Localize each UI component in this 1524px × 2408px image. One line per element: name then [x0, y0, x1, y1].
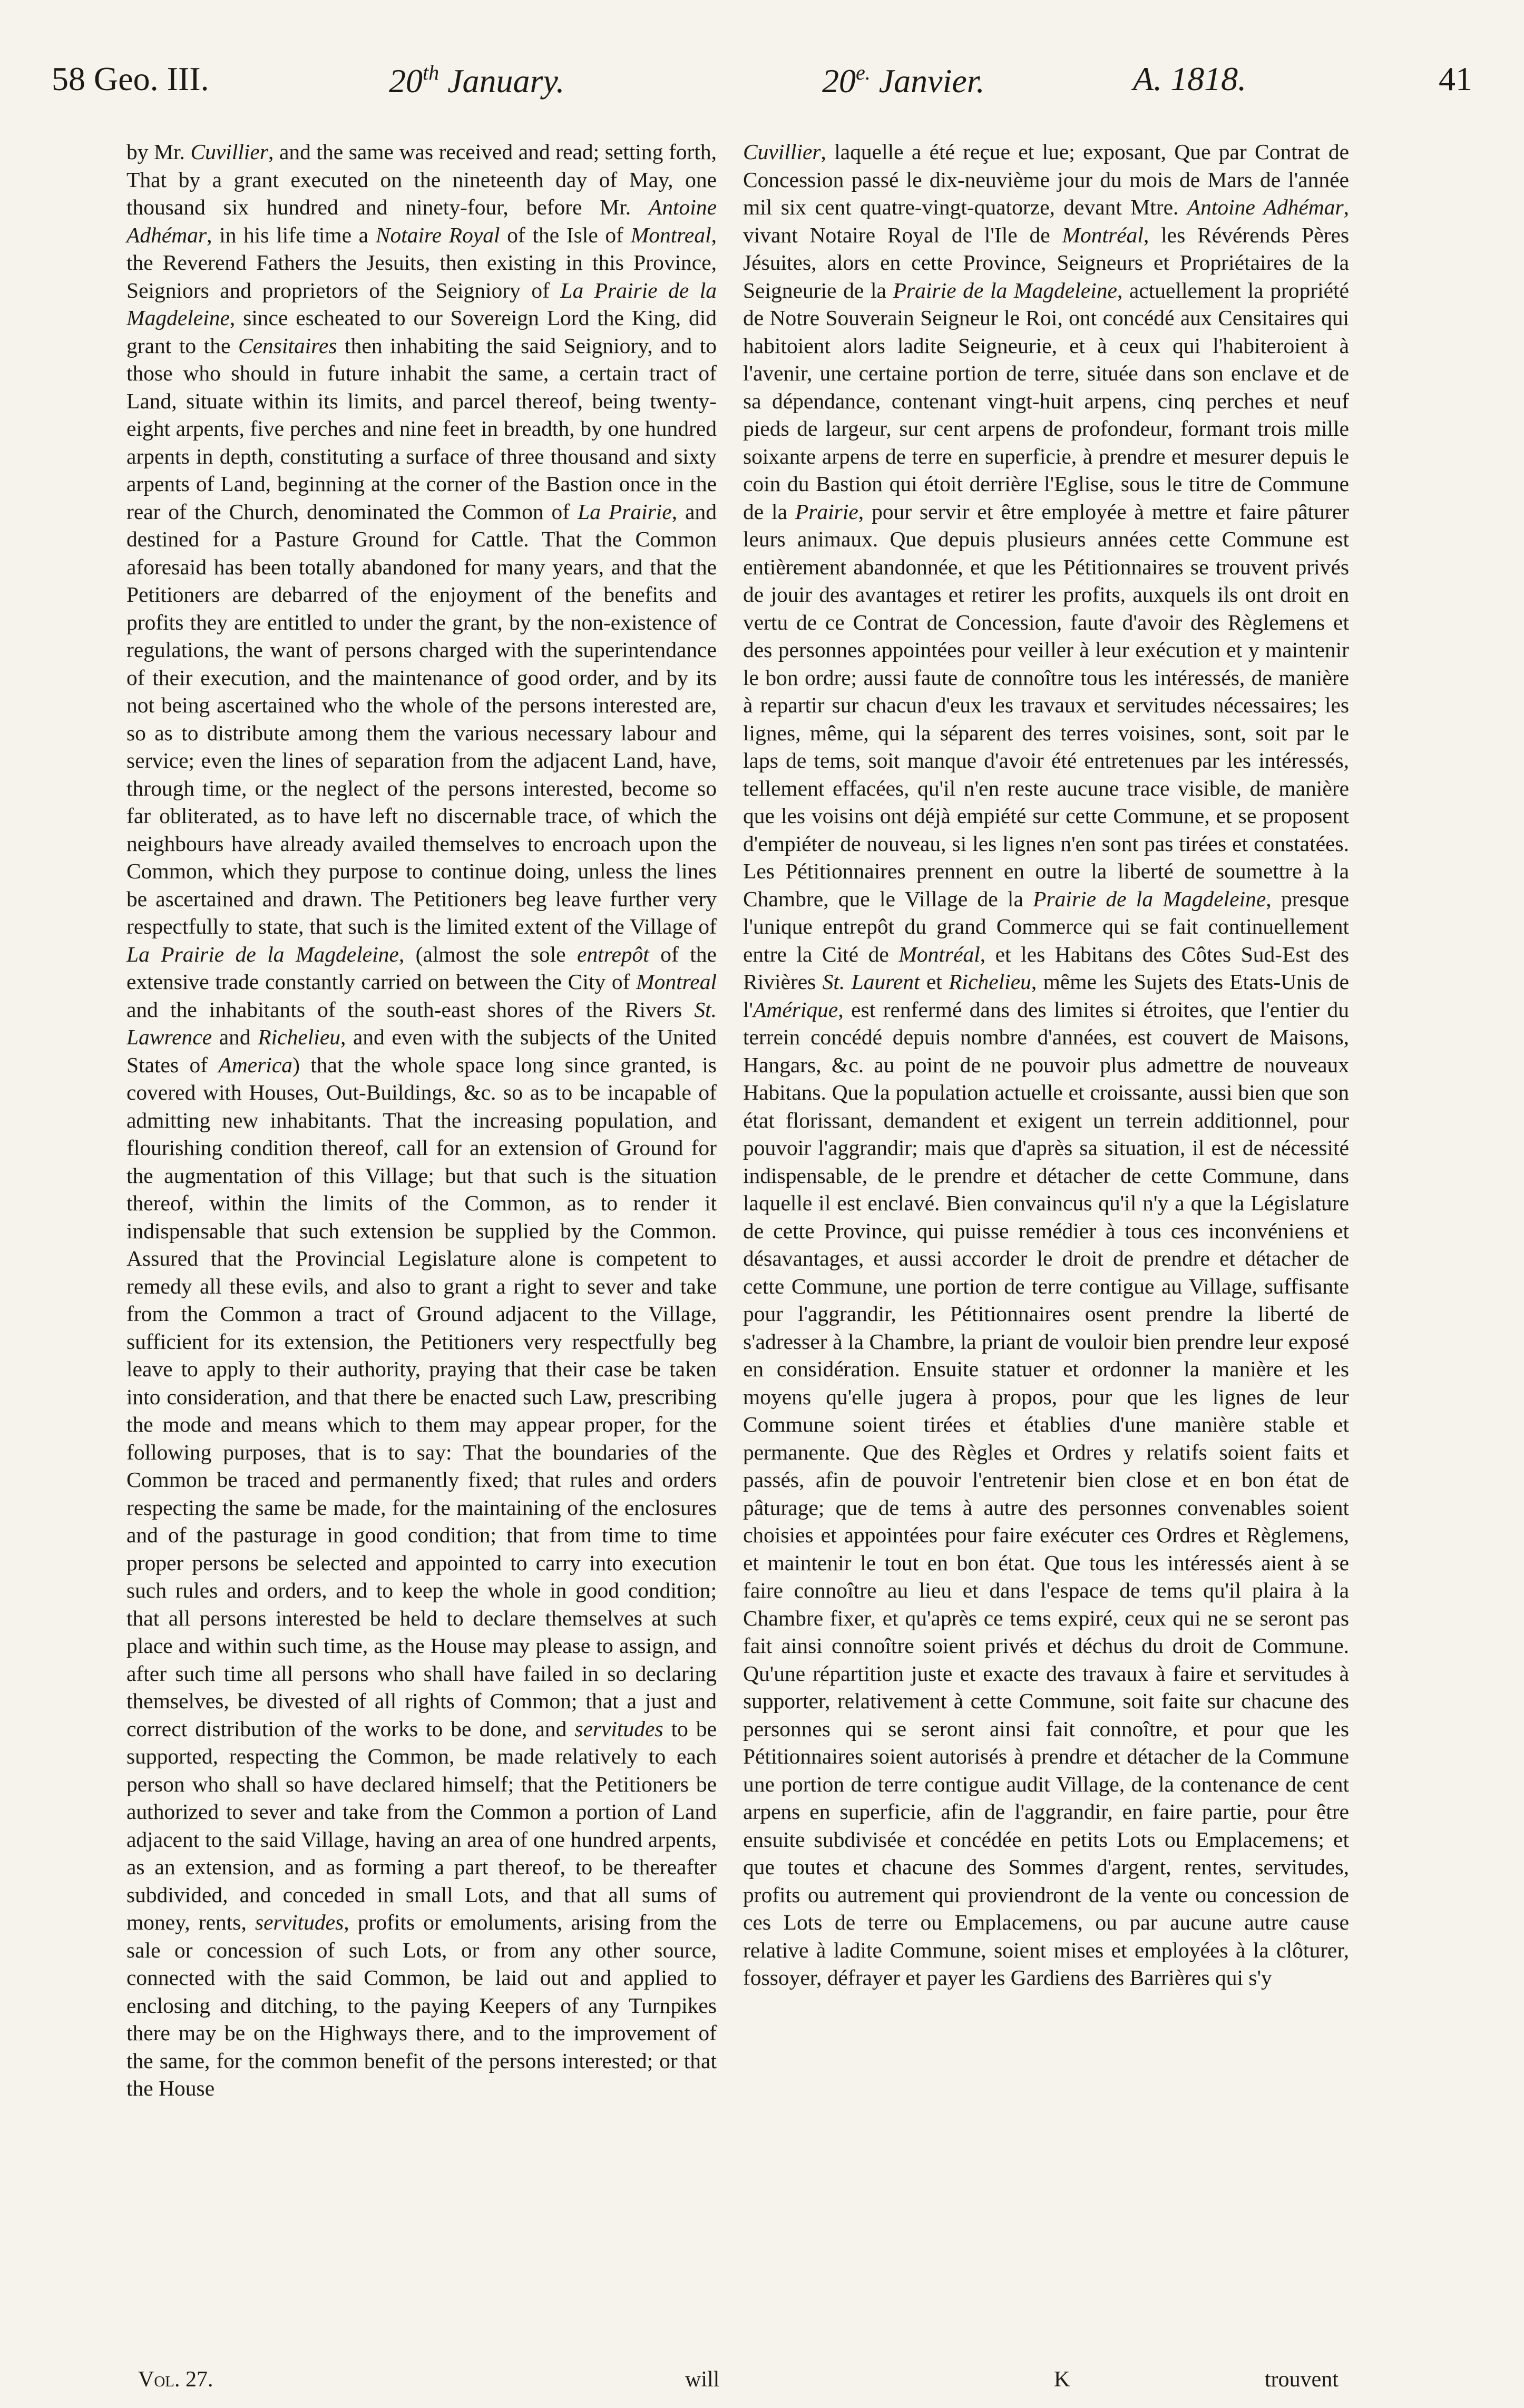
- italic-run: Richelieu: [949, 970, 1031, 994]
- year: A. 1818.: [1133, 60, 1247, 97]
- italic-run: Notaire Royal: [375, 222, 500, 247]
- date-en-suffix: th: [423, 61, 439, 84]
- italic-run: Cuvillier: [743, 140, 821, 164]
- running-header: [0, 62, 1524, 120]
- text-run: , et les Habitans des Côtes Sud-Est des Rivières: [743, 942, 1350, 994]
- italic-run: La Prairie: [578, 499, 672, 524]
- english-column: [126, 138, 717, 2102]
- text-run: et: [920, 970, 949, 994]
- text-run: , and the same was received and read; setting forth, That by a grant executed on the nineteenth day of May, one thousand six hundred and ninety-four, before Mr.: [126, 140, 717, 219]
- catchword-french: trouvent: [1265, 2367, 1339, 2392]
- date-fr-month: Janvier.: [878, 62, 985, 100]
- italic-run: St. Laurent: [822, 970, 920, 994]
- text-run: , pour servir et être employée à mettre et faire pâturer leurs animaux. Que depuis plusieurs années cette Commune est entièrement abandonnée, et que les Pétitionnaires se trouvent privés de jouir des avantages et retirer les profits, auxquels ils ont droit en vertu de ce Contrat de Concession, faute d'avoir des Règlemens et des personnes appointées pour veiller à leur exécution et y maintenir le bon ordre; aussi faute de connoître tous les intéressés, de manière à repartir sur chacun d'eux les travaux et servitudes nécessaires; les lignes, même, qui la séparent des terres voisines, sont, soit par le laps de tems, soit manque d'avoir été entretenues par les intéressés, tellement effacées, qu'il n'en reste aucune trace visible, de manière que les voisins ont déjà empiété sur cette Commune, et se proposent d'empiéter de nouveau, si les lignes n'en sont pas tirées et constatées. Les Pétitionnaires prennent en outre la liberté de soumettre à la Chambre, que le Village de la: [743, 499, 1349, 911]
- regnal-year: 58 Geo. III.: [52, 60, 209, 97]
- french-column: [743, 138, 1349, 1992]
- text-run: , and destined for a Pasture Ground for Cattle. That the Common aforesaid has been totally abandoned for many years, and that the Petitioners are debarred of the enjoyment of the benefits and profits they are entitled to under the grant, by the non-existence of regulations, the want of persons charged with the superintendance of their execution, and the maintenance of good order, and by its not being ascertained who the whole of the persons interested are, so as to distribute among them the various necessary labour and service; even the lines of separation from the adjacent Land, have, through time, or the neglect of the persons interested, become so far obliterated, as to have left no discernable trace, of which the neighbours have already availed themselves to encroach upon the Common, which they purpose to continue doing, unless the lines be ascertained and drawn. The Petitioners beg leave further very respectfully to state, that such is the limited extent of the Village of: [126, 499, 717, 938]
- text-run: , presque l'unique entrepôt du grand Commerce qui se fait continuellement entre la Cité de: [743, 886, 1350, 966]
- text-run: , (almost the sole: [398, 942, 578, 966]
- italic-run: Montreal: [630, 222, 711, 247]
- text-run: , in his life time a: [207, 222, 376, 247]
- italic-run: Montréal: [898, 942, 980, 966]
- italic-run: Prairie de la Magdeleine: [1033, 886, 1266, 911]
- text-run: to be supported, respecting the Common, be made relatively to each person who shall so have declared himself; that the Petitioners be authorized to sever and take from the Common a portion of Land adjacent to the said Village, having an area of one hundred arpents, as an extension, and as forming a part thereof, to be thereafter subdivided, and conceded in small Lots, and that all sums of money, rents,: [126, 1716, 717, 1934]
- text-run: , profits or emoluments, arising from the sale or concession of such Lots, or from any other source, connected with the said Common, be laid out and applied to enclosing and ditching, to the paying Keepers of any Turnpikes there may be on the Highways there, and to the improvement of the same, for the common benefit of the persons interested; or that the House: [126, 1910, 717, 2100]
- text-run: , since escheated to our Sovereign Lord the King, did grant to the: [126, 306, 717, 358]
- catchword-english: will: [685, 2367, 720, 2392]
- text-run: then inhabiting the said Seigniory, and to those who should in future inhabit the same, a certain tract of Land, situate within its limits, and parcel thereof, being twenty-eight arpents, five perches and nine feet in breadth, by one hundred arpents in depth, constituting a surface of three thousand and sixty arpents of Land, beginning at the corner of the Bastion once in the rear of the Church, denominated the Common of: [126, 333, 717, 524]
- text-run: of the Isle of: [500, 222, 631, 247]
- italic-run: servitudes: [255, 1910, 344, 1934]
- signature-mark: K: [1054, 2367, 1070, 2392]
- italic-run: Antoine Adhémar: [126, 195, 717, 247]
- volume-mark: Vol. 27.: [138, 2367, 213, 2392]
- italic-run: La Prairie de la Magdeleine: [126, 278, 717, 330]
- italic-run: Antoine Adhémar: [1187, 195, 1344, 219]
- text-run: , the Reverend Fathers the Jesuits, then existing in this Province, Seigniors and proprietors of the Seigniory of: [126, 222, 717, 302]
- text-run: , actuellement la propriété de Notre Souverain Seigneur le Roi, ont concédé aux Censitaires qui habitoient alors ladite Seigneurie, et à ceux qui l'habiteroient à l'avenir, une certaine portion de terre, située dans son enclave et de sa dépendance, contenant vingt-huit arpens, cinq perches et neuf pieds de largeur, sur cent arpens de profondeur, formant trois mille soixante arpens de terre en superficie, à prendre et mesurer depuis le coin du Bastion qui étoit derrière l'Eglise, sous le titre de Commune de la: [743, 278, 1350, 524]
- text-run: and: [212, 1025, 258, 1049]
- text-run: and the inhabitants of the south-east shores of the Rivers: [126, 997, 695, 1022]
- italic-run: entrepôt: [577, 942, 649, 966]
- italic-run: Amérique: [753, 997, 838, 1022]
- italic-run: Prairie: [795, 499, 858, 524]
- italic-run: Montreal: [636, 970, 717, 994]
- italic-run: La Prairie de la Magdeleine: [126, 942, 399, 966]
- date-en-month: January.: [447, 62, 565, 100]
- italic-run: servitudes: [574, 1716, 663, 1741]
- text-run: , est renfermé dans des limites si étroites, que l'entier du terrein concédé depuis nombre d'années, est couvert de Maisons, Hangars, &c. au point de ne pouvoir plus admettre de nouveaux Habitans. Que la population actuelle et croissante, aussi bien que son état florissant, demandent et exigent un terrein additionnel, pour pouvoir l'aggrandir; mais que d'après sa situation, il est de nécessité indispensable, de le prendre et détacher de cette Commune, dans laquelle il est enclavé. Bien convaincus qu'il n'y a que la Législature de cette Province, qui puisse remédier à tous ces inconvéniens et désavantages, et aussi accorder le droit de prendre et détacher de cette Commune, une portion de terre contigue au Village, suffisante pour l'aggrandir, les Pétitionnaires osent prendre la liberté de s'adresser à la Chambre, la priant de vouloir bien prendre leur exposé en considération. Ensuite statuer et ordonner la manière et les moyens qu'elle jugera à propos, pour que les lignes de leur Commune soient tirées et établies d'une manière stable et permanente. Que des Règles et Ordres y relatifs soient faits et passés, afin de pouvoir l'entretenir bien close et en bon état de pâturage; que de tems à autre des personnes convenables soient choisies et appointées pour faire exécuter ces Ordres et Règlemens, et maintenir le tout en bon état. Que tous les intéressés aient à se faire connoître au lieu et dans l'espace de tems qu'il plaira à la Chambre fixer, et qu'après ce tems expiré, ceux qui ne se seront pas fait ainsi connoître soient privés et déchus du droit de Commune. Qu'une répartition juste et exacte des travaux à faire et servitudes à supporter, relativement à cette Commune, soit faite sur chacune des personnes qui se seront ainsi fait connoître, et pour que les Pétitionnaires soient autorisés à prendre et détacher de la Commune une portion de terre contigue audit Village, de la contenance de cent arpens en superficie, afin de l'aggrandir, en faire partie, pour être ensuite subdivisée et concédée en petits Lots ou Emplacemens; et que toutes et chacune des Sommes d'argent, rentes, servitudes, profits ou autrement qui proviendront de la vente ou concession de ces Lots de terre ou Emplacemens, ou par aucune autre cause relative à ladite Commune, soient mises et employées à la clôturer, fossoyer, défrayer et payer les Gardiens des Barrières qui s'y: [743, 997, 1349, 1990]
- italic-run: Censitaires: [238, 333, 337, 358]
- date-french: [822, 62, 985, 98]
- english-paragraph: [126, 138, 717, 2102]
- text-run: , vivant Notaire Royal de l'Ile de: [743, 195, 1349, 247]
- text-run: , les Révérends Pères Jésuites, alors en cette Province, Seigneurs et Propriétaires de la Seigneurie de la: [743, 222, 1349, 302]
- italic-run: Montréal: [1062, 222, 1144, 247]
- text-run: , and even with the subjects of the United States of: [126, 1025, 717, 1077]
- text-run: of the extensive trade constantly carried on between the City of: [126, 942, 717, 994]
- text-run: by Mr.: [126, 140, 191, 164]
- date-fr-suffix: e.: [856, 61, 871, 84]
- french-paragraph: [743, 138, 1349, 1992]
- page-footer: [0, 2368, 1524, 2400]
- text-run: , même les Sujets des Etats-Unis de l': [743, 970, 1349, 1022]
- italic-run: Richelieu: [258, 1025, 341, 1049]
- page-number: 41: [1439, 60, 1472, 97]
- text-run: ) that the whole space long since granted, is covered with Houses, Out-Buildings, &c. so as to be incapable of admitting new inhabitants. That the increasing population, and flourishing condition thereof, call for an extension of Ground for the augmentation of this Village; but that such is the situation thereof, within the limits of the Common, as to render it indispensable that such extension be supplied by the Common. Assured that the Provincial Legislature alone is competent to remedy all these evils, and also to grant a right to sever and take from the Common a tract of Ground adjacent to the Village, sufficient for its extension, the Petitioners very respectfully beg leave to apply to their authority, praying that their case be taken into consideration, and that there be enacted such Law, prescribing the mode and means which to them may appear proper, for the following purposes, that is to say: That the boundaries of the Common be traced and permanently fixed; that rules and orders respecting the same be made, for the maintaining of the enclosures and of the pasturage in good condition; that from time to time proper persons be selected and appointed to carry into execution such rules and orders, and to keep the whole in good condition; that all persons interested be held to declare themselves at such place and within such time, as the House may please to assign, and after such time all persons who shall have failed in so declaring themselves, be divested of all rights of Common; that a just and correct distribution of the works to be done, and: [126, 1052, 717, 1741]
- date-en-day: 20: [389, 62, 423, 100]
- date-fr-day: 20: [822, 62, 856, 100]
- italic-run: Prairie de la Magdeleine: [893, 278, 1117, 302]
- italic-run: America: [218, 1052, 293, 1077]
- italic-run: Cuvillier: [190, 140, 268, 164]
- date-english: [389, 62, 564, 98]
- text-run: , laquelle a été reçue et lue; exposant, Que par Contrat de Concession passé le dix-neuvième jour du mois de Mars de l'année mil six cent quatre-vingt-quatorze, devant Mtre.: [743, 140, 1349, 219]
- italic-run: St. Lawrence: [126, 997, 717, 1049]
